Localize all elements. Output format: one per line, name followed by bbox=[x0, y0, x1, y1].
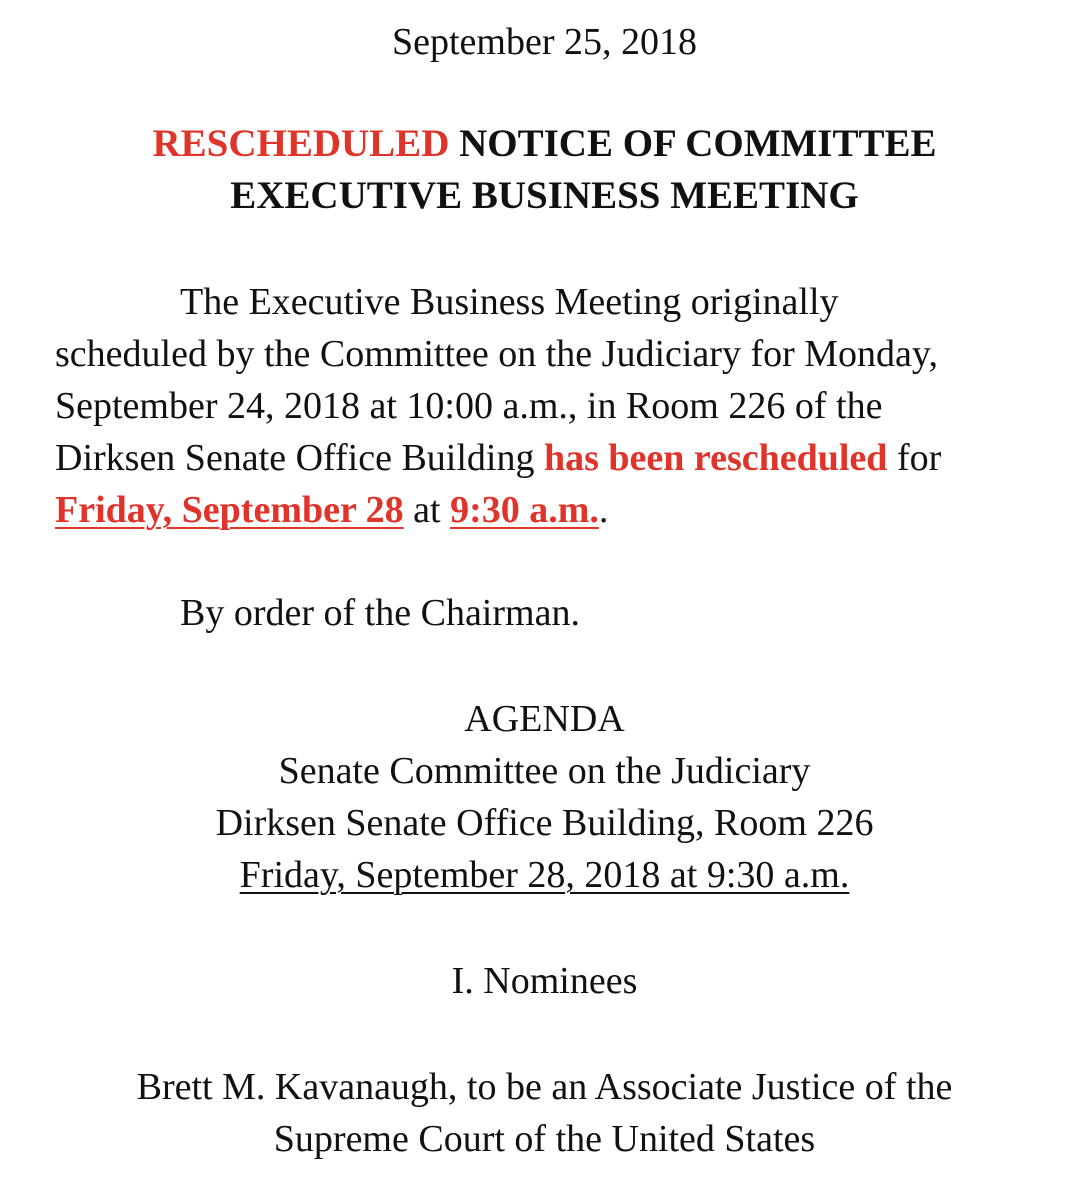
new-meeting-time: 9:30 a.m. bbox=[450, 489, 599, 531]
notice-title-text: NOTICE OF COMMITTEE bbox=[459, 122, 937, 165]
rescheduled-label: RESCHEDULED bbox=[152, 122, 450, 165]
agenda-datetime-line bbox=[0, 849, 1089, 901]
agenda-datetime: Friday, September 28, 2018 at 9:30 a.m. bbox=[239, 854, 850, 896]
paragraph-line-4-end: for bbox=[887, 437, 942, 479]
paragraph-line-4-start: Dirksen Senate Office Building bbox=[55, 437, 544, 479]
paragraph-line-2: scheduled by the Committee on the Judiciary for Monday, bbox=[55, 333, 938, 375]
notice-title-line-2: EXECUTIVE BUSINESS MEETING bbox=[230, 174, 859, 217]
notice-date: September 25, 2018 bbox=[391, 21, 697, 63]
paragraph-line-1: The Executive Business Meeting originally bbox=[180, 281, 839, 323]
paragraph-line-5-end: . bbox=[598, 489, 609, 531]
paragraph-line-5 bbox=[55, 484, 1055, 536]
nominees-heading: I. Nominees bbox=[451, 960, 638, 1002]
agenda-location: Dirksen Senate Office Building, Room 226 bbox=[215, 802, 874, 844]
agenda-committee: Senate Committee on the Judiciary bbox=[278, 750, 811, 792]
notice-title-line-1 bbox=[0, 118, 1089, 170]
notice-paragraph bbox=[55, 276, 1055, 536]
nominee-line-2: Supreme Court of the United States bbox=[273, 1118, 816, 1160]
paragraph-line-4 bbox=[55, 432, 1055, 484]
nominee-line-1: Brett M. Kavanaugh, to be an Associate Justice of the bbox=[136, 1066, 953, 1108]
paragraph-line-5-at: at bbox=[403, 489, 451, 531]
new-meeting-date: Friday, September 28 bbox=[55, 489, 404, 531]
rescheduled-phrase: has been rescheduled bbox=[543, 437, 888, 479]
chairman-order: By order of the Chairman. bbox=[180, 592, 580, 634]
paragraph-line-3: September 24, 2018 at 10:00 a.m., in Room 226 of the bbox=[55, 385, 883, 427]
agenda-heading: AGENDA bbox=[464, 698, 625, 740]
